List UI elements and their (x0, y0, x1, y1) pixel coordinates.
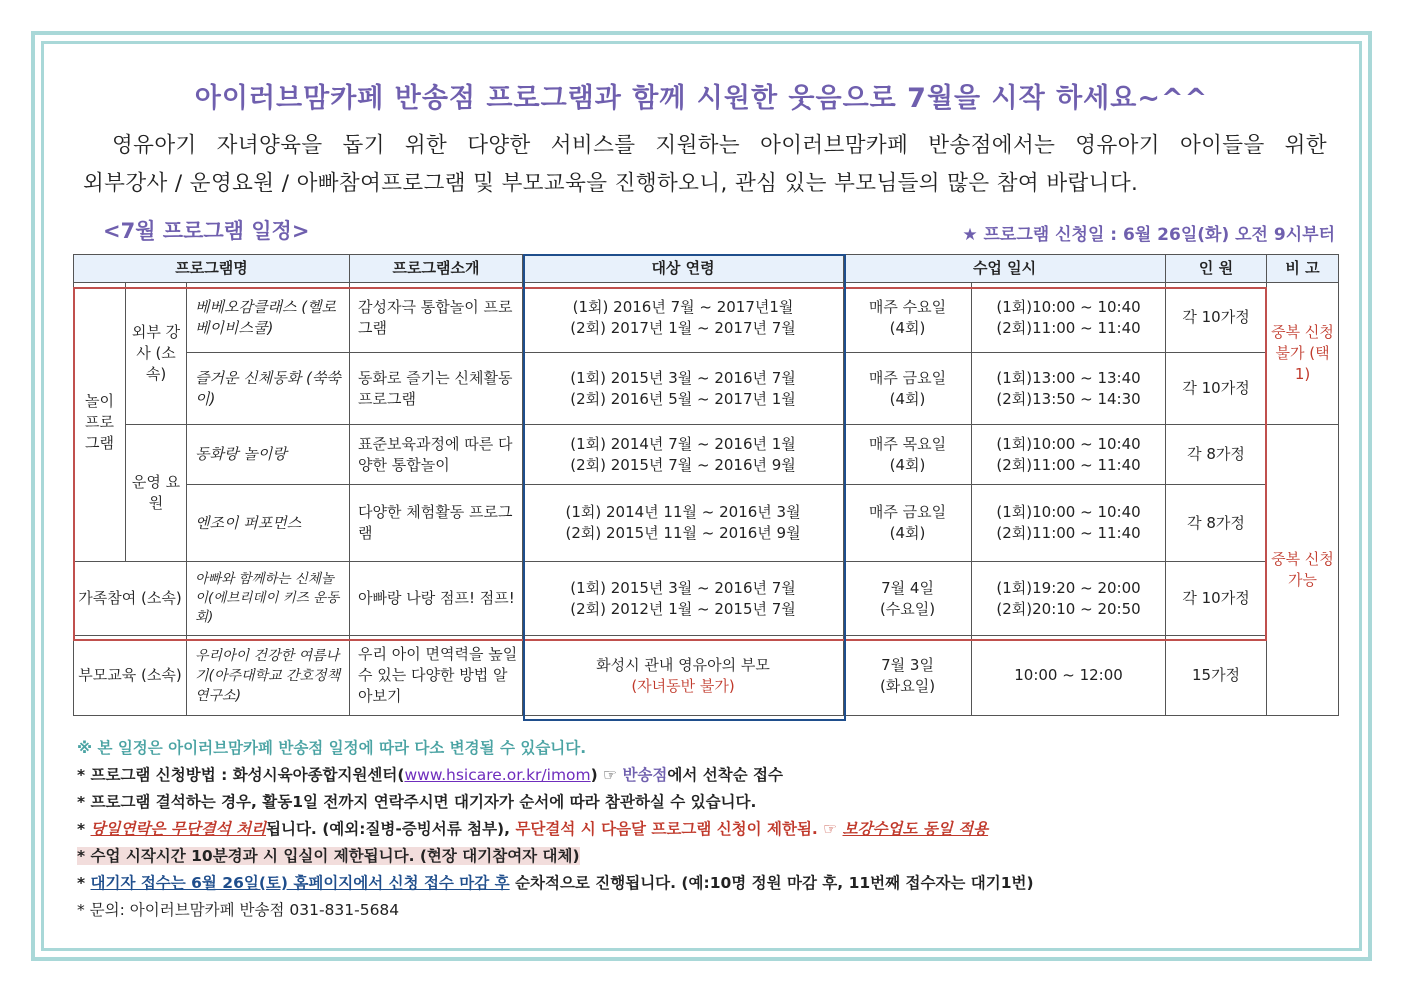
day-line: (4회) (889, 318, 926, 337)
table-row (74, 353, 1339, 425)
group-external: 외부 강사 (소속) (126, 283, 187, 425)
notes (77, 735, 1337, 924)
group-family: 가족참여 (소속) (74, 562, 187, 636)
time-line: (2회)13:50 ~ 14:30 (996, 389, 1141, 408)
capacity-cell: 각 8가정 (1166, 425, 1267, 485)
note-line (77, 762, 1337, 789)
note-text: 당일연락은 무단결석 처리 (90, 820, 267, 838)
day-line: 매주 금요일 (868, 503, 947, 521)
time-cell (972, 353, 1166, 425)
note-duplicate-ok: 중복 신청 가능 (1267, 425, 1339, 716)
table-row (74, 636, 1339, 716)
day-line: (화요일) (879, 676, 936, 695)
day-line: (수요일) (879, 599, 936, 618)
table-row (74, 425, 1339, 485)
day-line: 매주 금요일 (868, 368, 947, 387)
table-row (74, 485, 1339, 562)
age-cell (523, 425, 844, 485)
age-line: (2회) 2016년 5월 ~ 2017년 1월 (570, 389, 796, 408)
program-intro: 표준보육과정에 따른 다양한 통합놀이 (350, 425, 523, 485)
age-cell (523, 562, 844, 636)
capacity-cell: 각 8가정 (1166, 485, 1267, 562)
group-staff: 운영 요원 (126, 425, 187, 562)
group-parent: 부모교육 (소속) (74, 636, 187, 716)
capacity-cell: 각 10가정 (1166, 562, 1267, 636)
time-line: (2회)20:10 ~ 20:50 (996, 599, 1141, 618)
capacity-cell: 각 10가정 (1166, 283, 1267, 353)
note-line: ※ 본 일정은 아이러브맘카페 반송점 일정에 따라 다소 변경될 수 있습니다. (77, 739, 587, 757)
intro-line-2: 외부강사 / 운영요원 / 아빠참여프로그램 및 부모교육을 진행하오니, 관심 있는 부모님들의 많은 참여 바랍니다. (83, 171, 1139, 196)
time-line: (2회)11:00 ~ 11:40 (996, 455, 1141, 474)
header-age: 대상 연령 (523, 255, 844, 283)
website-link[interactable]: www.hsicare.or.kr/imom (404, 766, 591, 784)
day-line: 7월 4일 (881, 578, 934, 597)
age-line: (1회) 2016년 7월 ~ 2017년1월 (572, 297, 794, 316)
intro-line-1: 영유아기 자녀양육을 돕기 위한 다양한 서비스를 지원하는 아이러브맘카페 반송점에서는 영유아기 아이들을 위한 (112, 133, 1327, 158)
day-line: (4회) (889, 389, 926, 408)
age-cell (523, 353, 844, 425)
note-text: * 수업 시작시간 10분경과 시 입실이 제한됩니다. (현장 대기참여자 대체) (77, 847, 580, 865)
age-line: (2회) 2012년 1월 ~ 2015년 7월 (570, 599, 796, 618)
age-line: (2회) 2017년 1월 ~ 2017년 7월 (570, 318, 796, 337)
time-cell (972, 562, 1166, 636)
note-text: 됩니다. (예외:질병-증빙서류 첨부), (266, 820, 516, 838)
age-cell (523, 283, 844, 353)
program-intro: 동화로 즐기는 신체활동 프로그램 (350, 353, 523, 425)
day-line: (4회) (889, 524, 926, 542)
note-no-duplicate: 중복 신청 불가 (택1) (1267, 283, 1339, 425)
apply-date: ★ 프로그램 신청일 : 6월 26일(화) 오전 9시부터 (962, 225, 1335, 245)
age-line: (1회) 2015년 3월 ~ 2016년 7월 (570, 578, 796, 597)
header-note: 비 고 (1267, 255, 1339, 283)
time-line: (2회)11:00 ~ 11:40 (996, 318, 1141, 337)
note-text: 순차적으로 진행됩니다. (예:10명 정원 마감 후, 11번째 접수자는 대기1번) (509, 874, 1034, 892)
time-line: (2회)11:00 ~ 11:40 (996, 524, 1141, 542)
note-text: * (77, 820, 91, 838)
age-line: (1회) 2014년 11월 ~ 2016년 3월 (565, 503, 801, 521)
program-name: 베베오감클래스 (헬로베이비스쿨) (187, 283, 350, 353)
age-line: (1회) 2015년 3월 ~ 2016년 7월 (570, 368, 796, 387)
day-line: 매주 목요일 (868, 434, 947, 453)
note-text: 보강수업도 동일 적용 (842, 820, 989, 838)
note-line (77, 870, 1337, 897)
age-line: (2회) 2015년 11월 ~ 2016년 9월 (565, 524, 801, 542)
time-line: (1회)10:00 ~ 10:40 (996, 434, 1141, 453)
schedule-table (73, 254, 1339, 716)
day-cell (844, 283, 972, 353)
program-intro: 감성자극 통합놀이 프로그램 (350, 283, 523, 353)
time-cell (972, 283, 1166, 353)
note-line: * 프로그램 결석하는 경우, 활동1일 전까지 연락주시면 대기자가 순서에 따라 참관하실 수 있습니다. (77, 793, 757, 811)
time-cell (972, 485, 1166, 562)
header-row (74, 255, 1339, 283)
age-line-note: (자녀동반 불가) (631, 676, 735, 695)
program-name: 동화랑 놀이랑 (187, 425, 350, 485)
note-line: * 문의: 아이러브맘카페 반송점 031-831-5684 (77, 901, 400, 919)
time-line: (1회)13:00 ~ 13:40 (996, 368, 1141, 387)
note-text: * (77, 874, 91, 892)
age-cell (523, 485, 844, 562)
note-text: 반송점 (622, 766, 668, 784)
day-line: 매주 수요일 (868, 297, 947, 316)
header-intro: 프로그램소개 (350, 255, 523, 283)
note-line (77, 843, 1337, 870)
time-line: (1회)19:20 ~ 20:00 (996, 578, 1141, 597)
program-name: 우리아이 건강한 여름나기(아주대학교 간호정책연구소) (187, 636, 350, 716)
day-line: (4회) (889, 455, 926, 474)
group-play: 놀이 프로 그램 (74, 283, 126, 562)
schedule-title: <7월 프로그램 일정> (103, 219, 310, 243)
header-time: 수업 일시 (844, 255, 1166, 283)
time-line: (1회)10:00 ~ 10:40 (996, 503, 1141, 521)
note-text: * 프로그램 신청방법 : 화성시육아종합지원센터( (77, 766, 405, 784)
note-line (77, 816, 1337, 843)
day-cell (844, 636, 972, 716)
day-cell (844, 562, 972, 636)
note-text: 대기자 접수는 6월 26일(토) 홈페이지에서 신청 접수 마감 후 (90, 874, 510, 892)
page-title: 아이러브맘카페 반송점 프로그램과 함께 시원한 웃음으로 7월을 시작 하세요~^^ (194, 83, 1209, 114)
header-name: 프로그램명 (74, 255, 350, 283)
capacity-cell: 15가정 (1166, 636, 1267, 716)
note-text: 무단결석 시 다음달 프로그램 신청이 제한됨. ☞ (515, 820, 843, 838)
time-cell: 10:00 ~ 12:00 (972, 636, 1166, 716)
note-text: 에서 선착순 접수 (667, 766, 783, 784)
note-text: ) ☞ (590, 766, 623, 784)
age-line: (1회) 2014년 7월 ~ 2016년 1월 (570, 434, 796, 453)
day-line: 7월 3일 (881, 655, 934, 674)
program-name: 아빠와 함께하는 신체놀이(에브리데이 키즈 운동회) (187, 562, 350, 636)
program-name: 즐거운 신체동화 (쑥쑥이) (187, 353, 350, 425)
program-intro: 우리 아이 면역력을 높일수 있는 다양한 방법 알아보기 (350, 636, 523, 716)
program-intro: 아빠랑 나랑 점프! 점프! (350, 562, 523, 636)
table-row (74, 562, 1339, 636)
age-line: (2회) 2015년 7월 ~ 2016년 9월 (570, 455, 796, 474)
capacity-cell: 각 10가정 (1166, 353, 1267, 425)
time-line: (1회)10:00 ~ 10:40 (996, 297, 1141, 316)
time-cell (972, 425, 1166, 485)
age-cell (523, 636, 844, 716)
day-cell (844, 425, 972, 485)
header-capacity: 인 원 (1166, 255, 1267, 283)
program-intro: 다양한 체험활동 프로그램 (350, 485, 523, 562)
table-row (74, 283, 1339, 353)
age-line: 화성시 관내 영유아의 부모 (596, 655, 770, 674)
day-cell (844, 485, 972, 562)
program-name: 엔조이 퍼포먼스 (187, 485, 350, 562)
day-cell (844, 353, 972, 425)
